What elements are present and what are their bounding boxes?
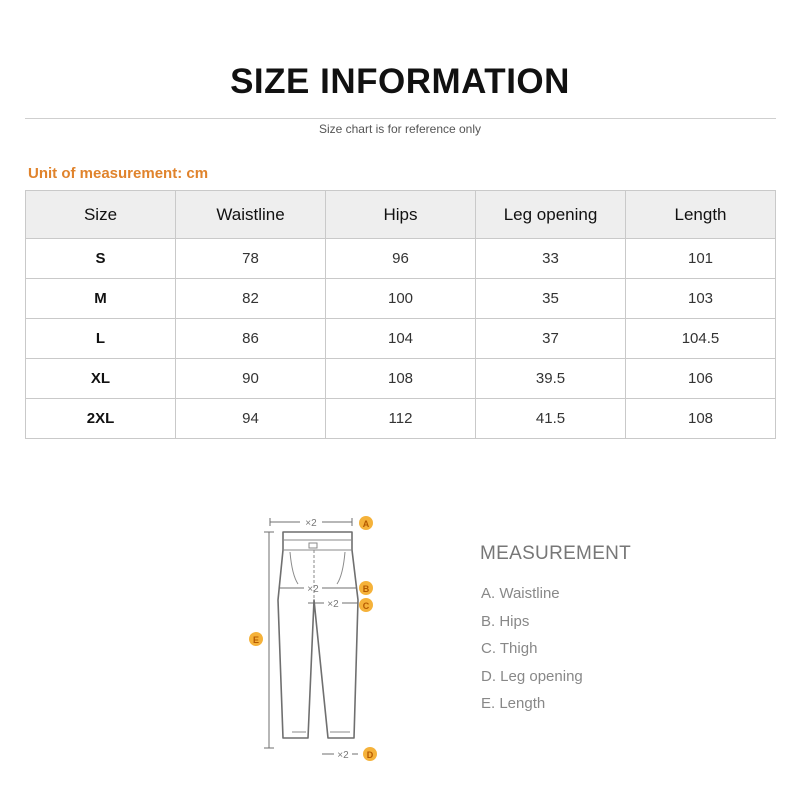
column-header: Size xyxy=(26,191,176,239)
table-cell: 103 xyxy=(626,279,776,319)
table-cell: 33 xyxy=(476,239,626,279)
table-cell: 41.5 xyxy=(476,399,626,439)
size-table xyxy=(25,190,776,439)
table-cell: 100 xyxy=(326,279,476,319)
multiplier-label: ×2 xyxy=(337,750,349,761)
table-cell: 112 xyxy=(326,399,476,439)
table-cell: 96 xyxy=(326,239,476,279)
table-cell: 35 xyxy=(476,279,626,319)
table-row xyxy=(26,319,776,359)
measurement-item: B. Hips xyxy=(481,613,530,630)
marker-e xyxy=(249,632,263,646)
measurement-item: C. Thigh xyxy=(481,640,538,657)
size-cell: 2XL xyxy=(26,399,176,439)
multiplier-label: ×2 xyxy=(307,584,319,595)
svg-text:B: B xyxy=(362,584,370,594)
marker-b xyxy=(359,581,373,595)
table-row xyxy=(26,279,776,319)
page-subtitle: Size chart is for reference only xyxy=(318,122,482,136)
column-header: Leg opening xyxy=(476,191,626,239)
table-cell: 104 xyxy=(326,319,476,359)
size-cell: L xyxy=(26,319,176,359)
multiplier-label: ×2 xyxy=(305,518,317,529)
measurement-heading: MEASUREMENT xyxy=(480,543,632,564)
table-row xyxy=(26,239,776,279)
size-cell: S xyxy=(26,239,176,279)
measurement-item: A. Waistline xyxy=(481,585,560,602)
svg-text:D: D xyxy=(366,750,374,760)
marker-c xyxy=(359,598,373,612)
table-cell: 86 xyxy=(176,319,326,359)
svg-text:C: C xyxy=(362,601,370,611)
table-cell: 78 xyxy=(176,239,326,279)
table-header-row xyxy=(26,191,776,239)
table-cell: 108 xyxy=(626,399,776,439)
table-cell: 101 xyxy=(626,239,776,279)
column-header: Hips xyxy=(326,191,476,239)
measurement-item: D. Leg opening xyxy=(481,668,583,685)
length-measure-line xyxy=(264,532,274,748)
svg-text:A: A xyxy=(362,519,370,529)
measurement-item: E. Length xyxy=(481,695,546,712)
table-cell: 94 xyxy=(176,399,326,439)
table-cell: 39.5 xyxy=(476,359,626,399)
column-header: Waistline xyxy=(176,191,326,239)
marker-d xyxy=(363,747,377,761)
pants-diagram xyxy=(240,505,390,770)
table-cell: 108 xyxy=(326,359,476,399)
page-title: SIZE INFORMATION xyxy=(230,62,570,101)
unit-label: Unit of measurement: cm xyxy=(28,165,209,182)
table-cell: 90 xyxy=(176,359,326,399)
title-divider xyxy=(25,118,776,119)
column-header: Length xyxy=(626,191,776,239)
table-row xyxy=(26,359,776,399)
multiplier-label: ×2 xyxy=(327,599,339,610)
size-cell: XL xyxy=(26,359,176,399)
table-row xyxy=(26,399,776,439)
pants-outline xyxy=(278,532,358,738)
marker-a xyxy=(359,516,373,530)
svg-text:E: E xyxy=(252,635,260,645)
table-cell: 37 xyxy=(476,319,626,359)
table-cell: 82 xyxy=(176,279,326,319)
table-cell: 106 xyxy=(626,359,776,399)
table-cell: 104.5 xyxy=(626,319,776,359)
size-cell: M xyxy=(26,279,176,319)
